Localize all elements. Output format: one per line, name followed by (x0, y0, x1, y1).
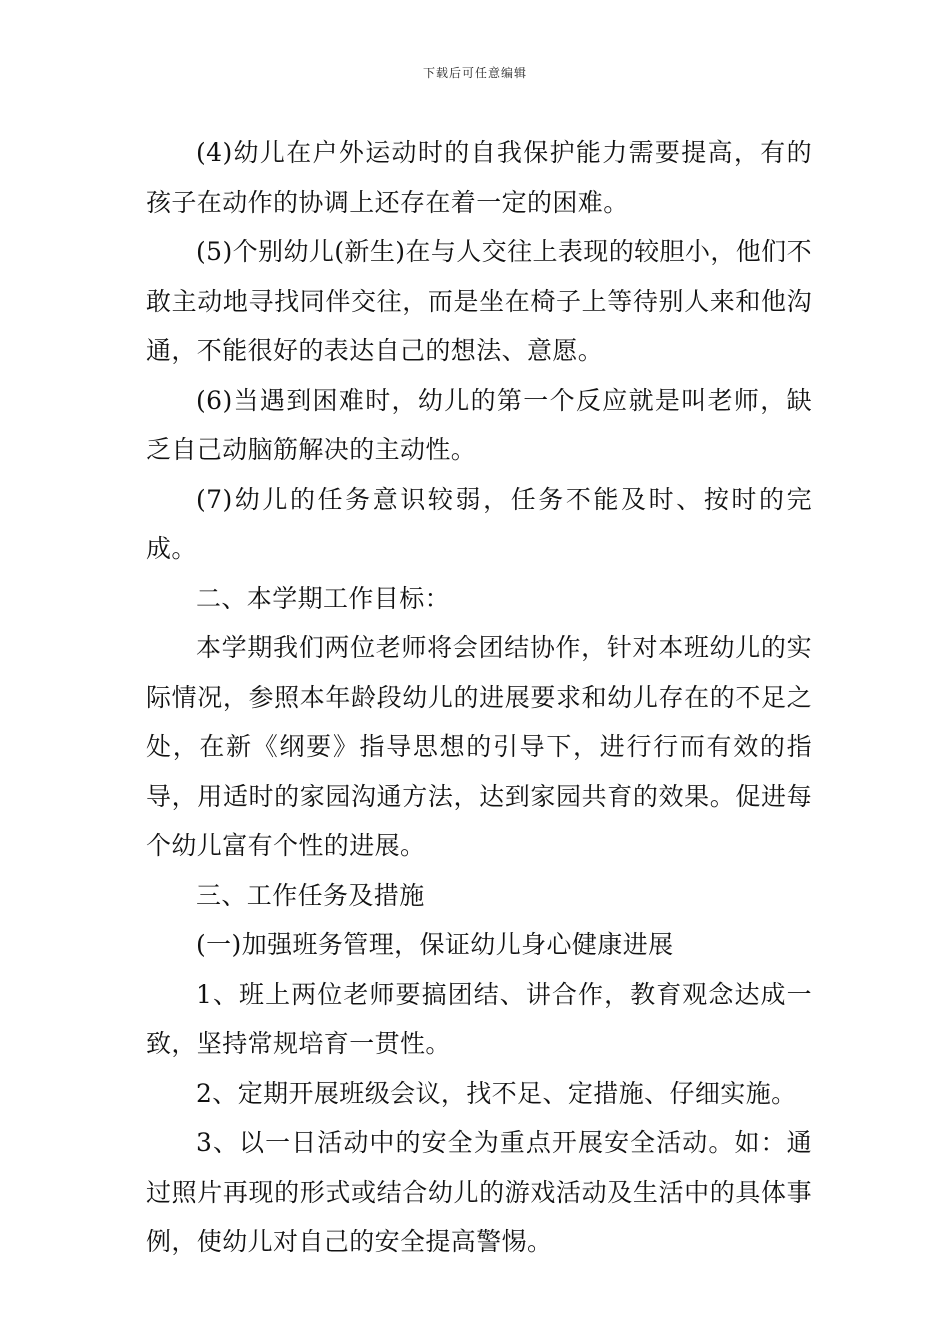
paragraph-measure-2: 2、定期开展班级会议，找不足、定措施、仔细实施。 (196, 1078, 797, 1108)
paragraph-goals: 本学期我们两位老师将会团结协作，针对本班幼儿的实际情况，参照本年龄段幼儿的进展要求和幼儿存在的不足之处，在新《纲要》指导思想的引导下，进行行而有效的指导，用适时的家园沟通方法，达到家园共育的效果。促进每个幼儿富有个性的进展。 (146, 633, 812, 860)
subsection-heading-management: (一)加强班务管理，保证幼儿身心健康进展 (196, 930, 674, 959)
paragraph-item-7: (7)幼儿的任务意识较弱，任务不能及时、按时的完成。 (146, 484, 812, 563)
paragraph-measure-3: 3、以一日活动中的安全为重点开展安全活动。如：通过照片再现的形式或结合幼儿的游戏活动及生活中的具体事例，使幼儿对自己的安全提高警惕。 (146, 1128, 812, 1256)
section-heading-goals: 二、本学期工作目标： (196, 583, 451, 613)
page-header: 下载后可任意编辑 (422, 66, 527, 80)
document-body (146, 128, 812, 1267)
paragraph-item-4: (4)幼儿在户外运动时的自我保护能力需要提高，有的孩子在动作的协调上还存在着一定的困难。 (146, 138, 812, 217)
paragraph-measure-1: 1、班上两位老师要搞团结、讲合作，教育观念达成一致，坚持常规培育一贯性。 (146, 979, 812, 1058)
paragraph-item-6: (6)当遇到困难时，幼儿的第一个反应就是叫老师，缺乏自己动脑筋解决的主动性。 (146, 385, 812, 464)
section-heading-tasks: 三、工作任务及措施 (196, 880, 425, 910)
paragraph-item-5: (5)个别幼儿(新生)在与人交往上表现的较胆小，他们不敢主动地寻找同伴交往，而是坐在椅子上等待别人来和他沟通，不能很好的表达自己的想法、意愿。 (146, 237, 812, 365)
